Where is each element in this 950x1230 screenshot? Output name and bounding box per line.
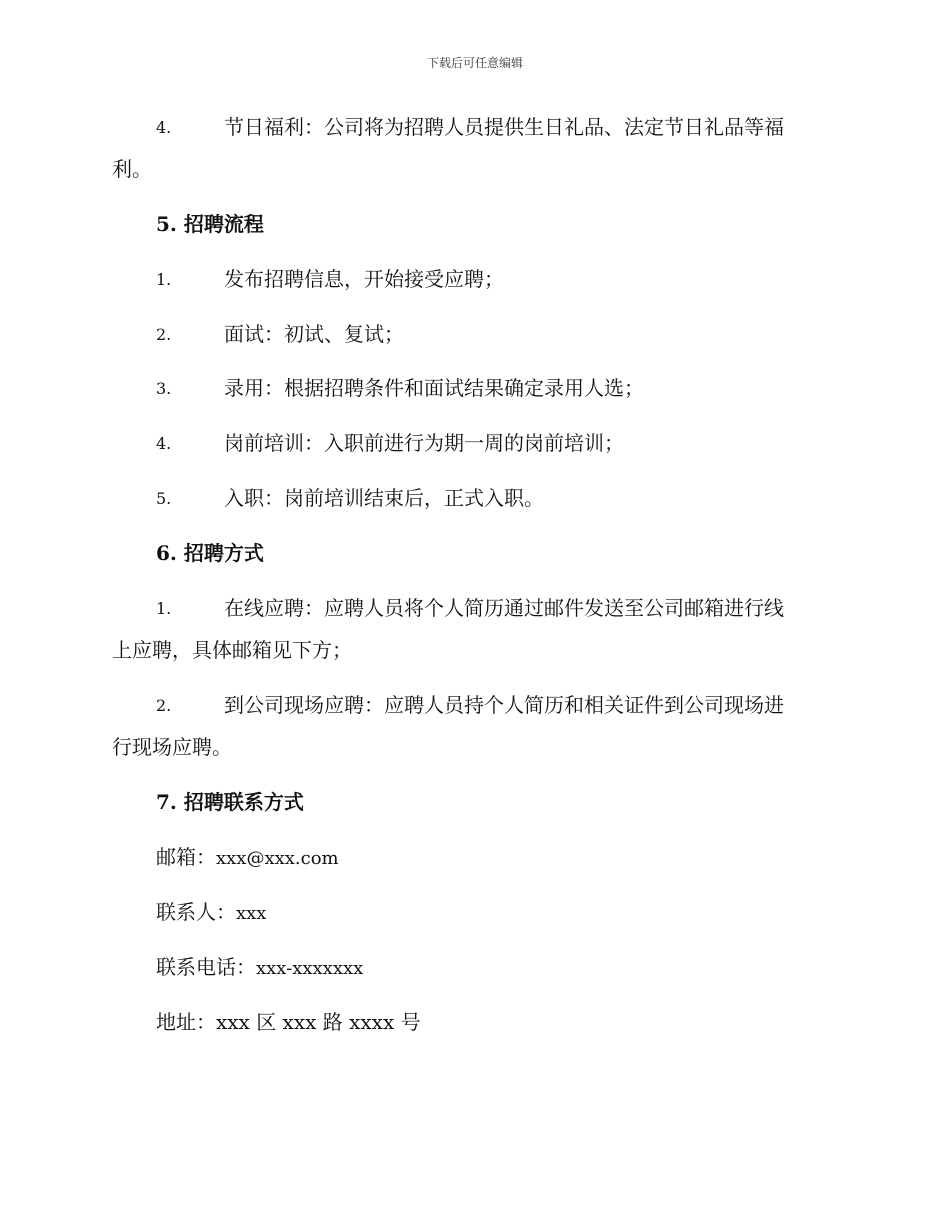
contact-email <box>156 843 339 873</box>
list-item-number: 2. <box>156 325 172 344</box>
contact-label: 联系电话： <box>156 955 256 979</box>
contact-value: xxx@xxx.com <box>216 848 339 869</box>
contact-value: xxx-xxxxxxx <box>256 958 364 979</box>
list-item-text: 录用：根据招聘条件和面试结果确定录用人选； <box>224 376 644 400</box>
contact-label: 地址： <box>156 1010 216 1034</box>
list-item-text-continued: 利。 <box>112 157 152 181</box>
list-item-text: 节日福利：公司将为招聘人员提供生日礼品、法定节日礼品等福 <box>224 115 784 139</box>
list-item-number: 2. <box>156 696 172 715</box>
list-item-text: 岗前培训：入职前进行为期一周的岗前培训； <box>224 431 624 455</box>
list-item-text: 在线应聘：应聘人员将个人简历通过邮件发送至公司邮箱进行线 <box>224 596 784 620</box>
list-item-number: 1. <box>156 599 172 618</box>
list-item-number: 4. <box>156 434 172 453</box>
contact-value: xxx <box>236 903 267 924</box>
list-item-text: 面试：初试、复试； <box>224 322 404 346</box>
contact-phone <box>156 953 363 983</box>
section-heading-recruitment-methods: 6. 招聘方式 <box>156 541 264 565</box>
contact-address <box>156 1008 421 1036</box>
list-item-text-continued: 上应聘，具体邮箱见下方； <box>112 638 352 662</box>
list-item-text: 到公司现场应聘：应聘人员持个人简历和相关证件到公司现场进 <box>224 693 784 717</box>
section-heading-recruitment-process: 5. 招聘流程 <box>156 212 264 236</box>
contact-value: xxx 区 xxx 路 xxxx 号 <box>216 1010 421 1034</box>
list-item-text: 发布招聘信息，开始接受应聘； <box>224 267 504 291</box>
page-header: 下载后可任意编辑 <box>426 56 523 70</box>
list-item-number: 3. <box>156 379 172 398</box>
list-item-text: 入职：岗前培训结束后，正式入职。 <box>224 486 544 510</box>
contact-label: 邮箱： <box>156 845 216 869</box>
list-item-number: 1. <box>156 270 172 289</box>
contact-label: 联系人： <box>156 900 236 924</box>
contact-person <box>156 898 266 928</box>
list-item-number: 4. <box>156 118 172 137</box>
section-heading-contact-info: 7. 招聘联系方式 <box>156 790 304 814</box>
list-item-text-continued: 行现场应聘。 <box>112 735 232 759</box>
list-item-number: 5. <box>156 489 172 508</box>
